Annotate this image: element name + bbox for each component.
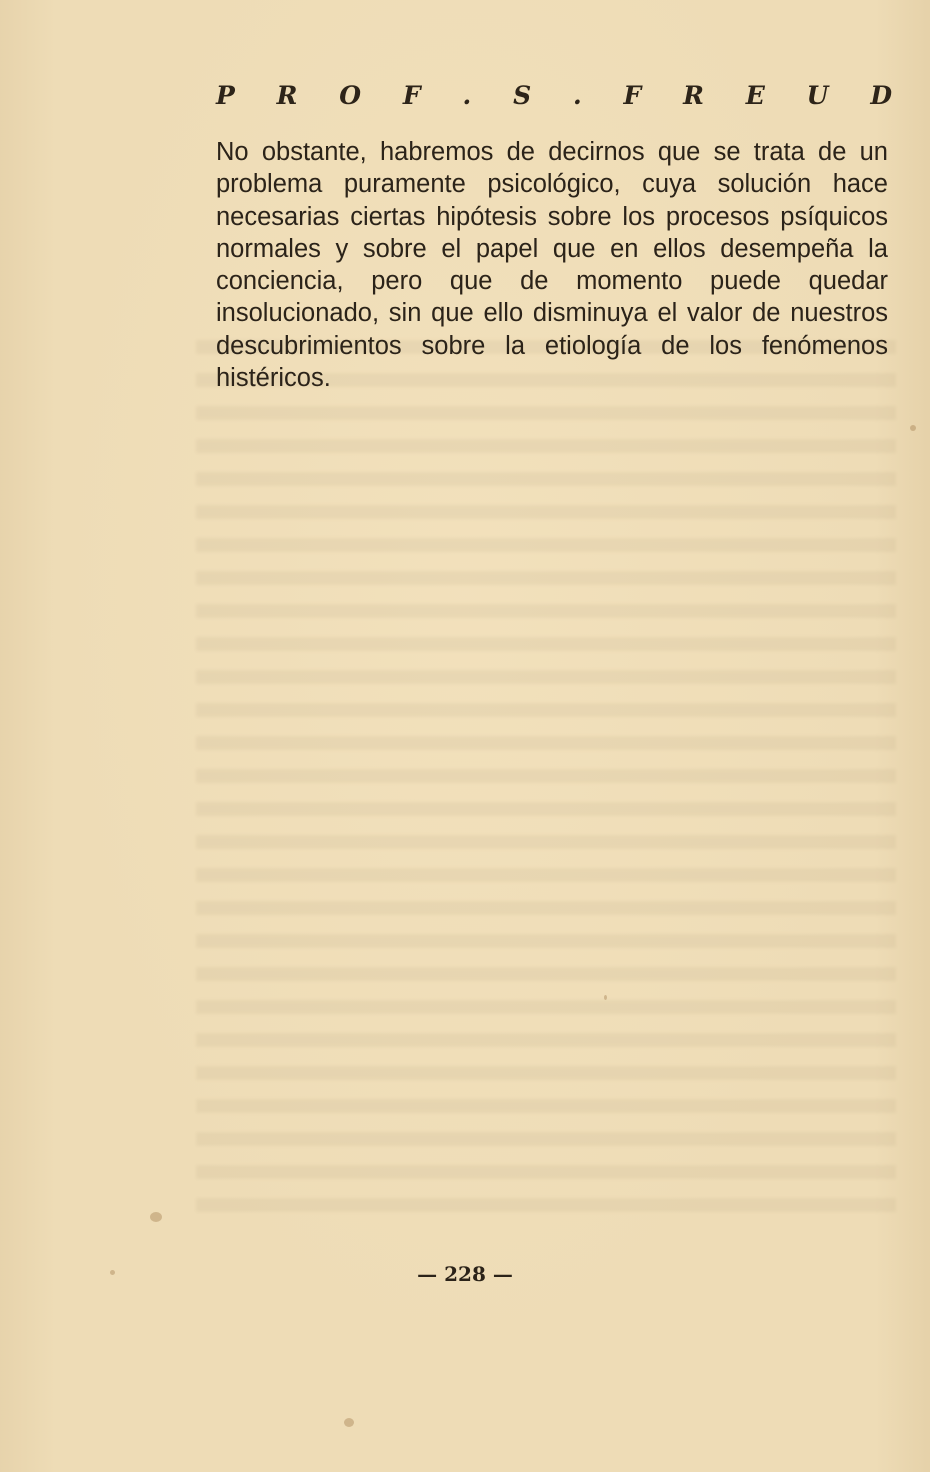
paper-speck	[910, 425, 916, 431]
header-letter: R	[683, 81, 704, 110]
header-letter: O	[339, 81, 362, 110]
header-letter: .	[572, 81, 582, 110]
paper-speck	[150, 1212, 162, 1222]
running-header	[216, 80, 892, 112]
header-letter: E	[745, 81, 765, 110]
header-letter: .	[462, 81, 472, 110]
header-letter: U	[806, 81, 829, 110]
header-letter: F	[402, 81, 421, 110]
paper-speck	[604, 995, 607, 1000]
header-letter: S	[513, 81, 532, 110]
header-letter: D	[870, 81, 892, 110]
paper-speck	[344, 1418, 354, 1427]
header-letter: F	[623, 81, 642, 110]
header-letter: R	[276, 81, 298, 110]
header-letter: P	[216, 81, 235, 110]
body-paragraph: No obstante, habremos de decirnos que se trata de un problema puramente psicológico, cuya solución hace necesarias ciertas hipótesis sobre los procesos psíquicos normales y sobre el papel que en ellos desempeña la conciencia, pero que de momento puede quedar insolucionado, sin que ello disminuya el valor de nuestros descubrimientos sobre la etiología de los fenómenos histéricos.	[216, 138, 888, 393]
page-number: — 228 —	[417, 1262, 513, 1286]
show-through-text	[196, 340, 896, 1220]
